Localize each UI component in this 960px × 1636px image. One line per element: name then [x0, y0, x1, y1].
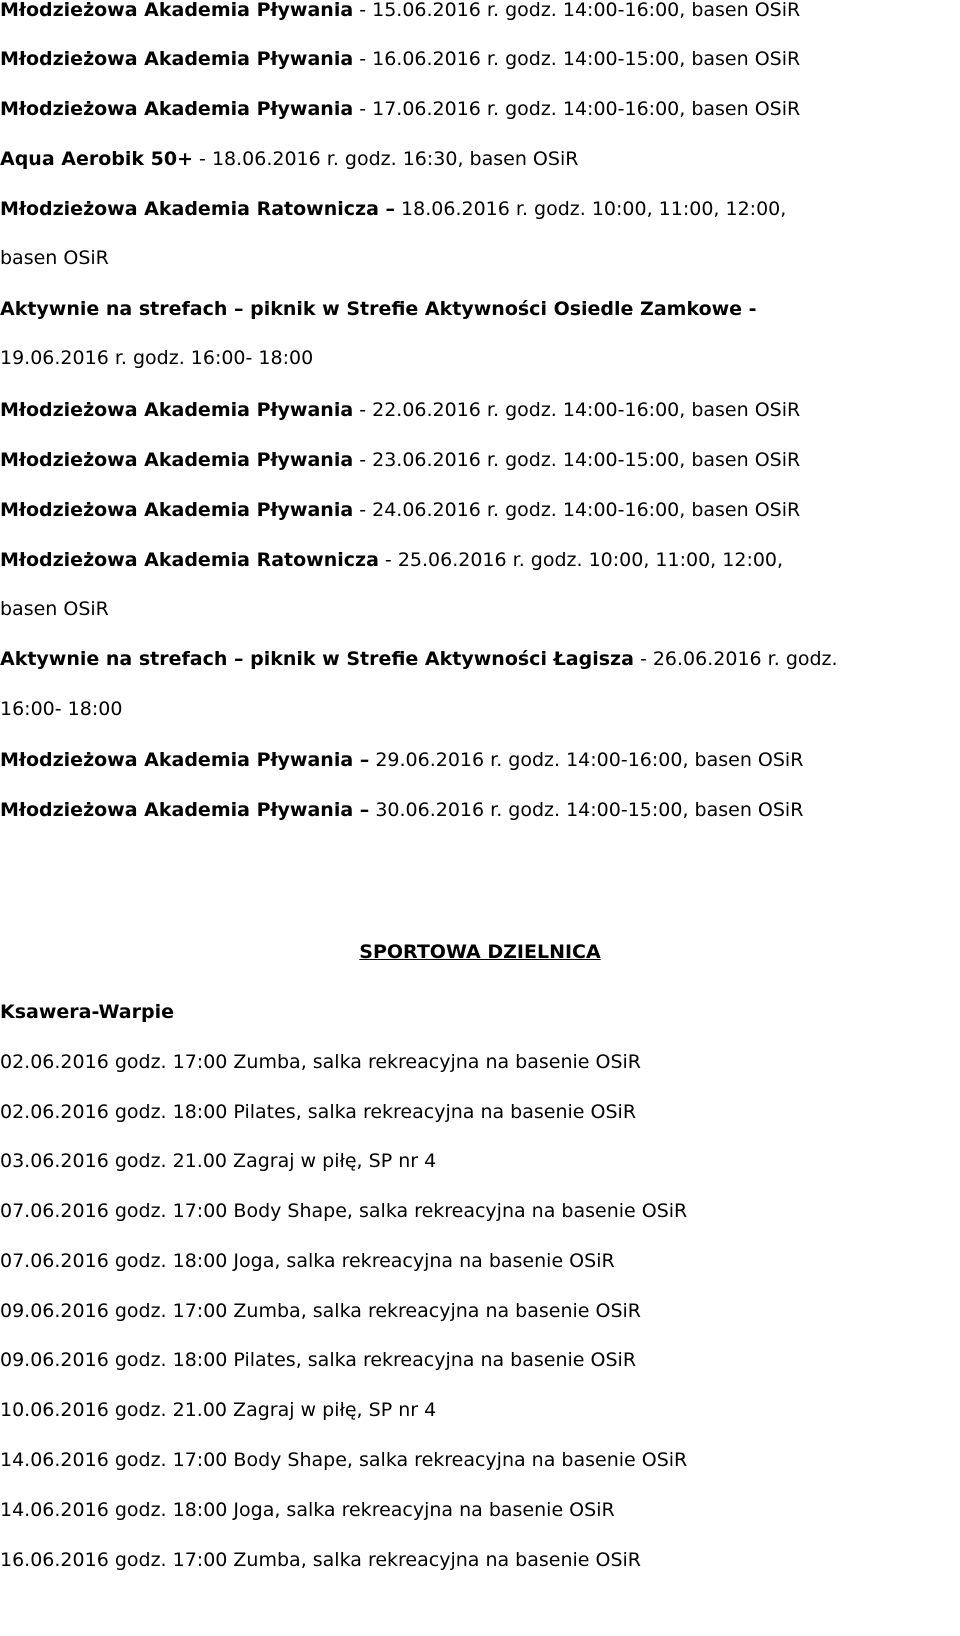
- event-details: - 23.06.2016 r. godz. 14:00-15:00, basen OSiR: [353, 449, 801, 471]
- schedule-line: [0, 798, 803, 822]
- event-details: 19.06.2016 r. godz. 16:00- 18:00: [0, 347, 314, 369]
- event-name: Młodzieżowa Akademia Pływania –: [0, 749, 370, 771]
- event-name: Aktywnie na strefach – piknik w Strefie Aktywności Łagisza: [0, 648, 634, 670]
- schedule-line: [0, 97, 800, 121]
- event-name: Młodzieżowa Akademia Pływania: [0, 399, 354, 421]
- district-event-item: 09.06.2016 godz. 17:00 Zumba, salka rekreacyjna na basenie OSiR: [0, 1300, 642, 1322]
- schedule-line: [0, 297, 757, 321]
- schedule-line: [0, 0, 800, 22]
- event-details: - 24.06.2016 r. godz. 14:00-16:00, basen OSiR: [353, 499, 801, 521]
- schedule-line: [0, 697, 122, 721]
- event-details: 16:00- 18:00: [0, 698, 123, 720]
- district-event-item: 10.06.2016 godz. 21.00 Zagraj w piłę, SP nr 4: [0, 1399, 437, 1421]
- event-details: - 18.06.2016 r. godz. 16:30, basen OSiR: [193, 148, 579, 170]
- event-details: 29.06.2016 r. godz. 14:00-16:00, basen OSiR: [369, 749, 804, 771]
- schedule-line: [0, 647, 838, 671]
- event-details: - 25.06.2016 r. godz. 10:00, 11:00, 12:00,: [378, 549, 784, 571]
- schedule-line: [0, 498, 800, 522]
- event-details: - 26.06.2016 r. godz.: [633, 648, 838, 670]
- event-name: Młodzieżowa Akademia Pływania: [0, 499, 354, 521]
- schedule-line: [0, 346, 313, 370]
- event-details: - 15.06.2016 r. godz. 14:00-16:00, basen OSiR: [353, 0, 801, 21]
- event-name: Młodzieżowa Akademia Pływania: [0, 98, 354, 120]
- event-details: - 16.06.2016 r. godz. 14:00-15:00, basen OSiR: [353, 48, 801, 70]
- event-name: Młodzieżowa Akademia Ratownicza: [0, 549, 379, 571]
- schedule-line: [0, 597, 109, 621]
- event-details: 30.06.2016 r. godz. 14:00-15:00, basen OSiR: [369, 799, 804, 821]
- schedule-line: [0, 246, 109, 270]
- event-name: Aktywnie na strefach – piknik w Strefie Aktywności Osiedle Zamkowe -: [0, 298, 757, 320]
- district-event-item: 14.06.2016 godz. 18:00 Joga, salka rekreacyjna na basenie OSiR: [0, 1499, 615, 1521]
- event-name: Aqua Aerobik 50+: [0, 148, 194, 170]
- event-name: Młodzieżowa Akademia Pływania: [0, 0, 354, 21]
- schedule-line: [0, 197, 786, 221]
- event-name: Młodzieżowa Akademia Pływania: [0, 48, 354, 70]
- section-title: SPORTOWA DZIELNICA: [359, 941, 601, 963]
- district-heading: Ksawera-Warpie: [0, 1001, 174, 1023]
- event-name: Młodzieżowa Akademia Ratownicza –: [0, 198, 396, 220]
- schedule-line: [0, 548, 783, 572]
- schedule-line: [0, 398, 800, 422]
- district-event-item: 09.06.2016 godz. 18:00 Pilates, salka rekreacyjna na basenie OSiR: [0, 1349, 637, 1371]
- schedule-line: [0, 47, 800, 71]
- district-event-item: 16.06.2016 godz. 17:00 Zumba, salka rekreacyjna na basenie OSiR: [0, 1549, 642, 1571]
- district-event-item: 07.06.2016 godz. 18:00 Joga, salka rekreacyjna na basenie OSiR: [0, 1250, 615, 1272]
- event-details: basen OSiR: [0, 247, 109, 269]
- event-details: basen OSiR: [0, 598, 109, 620]
- schedule-line: [0, 448, 800, 472]
- schedule-line: [0, 748, 803, 772]
- district-event-item: 02.06.2016 godz. 18:00 Pilates, salka rekreacyjna na basenie OSiR: [0, 1101, 637, 1123]
- district-event-item: 02.06.2016 godz. 17:00 Zumba, salka rekreacyjna na basenie OSiR: [0, 1051, 642, 1073]
- event-name: Młodzieżowa Akademia Pływania –: [0, 799, 370, 821]
- district-event-item: 14.06.2016 godz. 17:00 Body Shape, salka rekreacyjna na basenie OSiR: [0, 1449, 688, 1471]
- event-details: - 22.06.2016 r. godz. 14:00-16:00, basen OSiR: [353, 399, 801, 421]
- district-event-item: 03.06.2016 godz. 21.00 Zagraj w piłę, SP nr 4: [0, 1150, 437, 1172]
- event-name: Młodzieżowa Akademia Pływania: [0, 449, 354, 471]
- event-details: 18.06.2016 r. godz. 10:00, 11:00, 12:00,: [395, 198, 787, 220]
- event-details: - 17.06.2016 r. godz. 14:00-16:00, basen OSiR: [353, 98, 801, 120]
- schedule-line: [0, 147, 578, 171]
- district-event-item: 07.06.2016 godz. 17:00 Body Shape, salka rekreacyjna na basenie OSiR: [0, 1200, 688, 1222]
